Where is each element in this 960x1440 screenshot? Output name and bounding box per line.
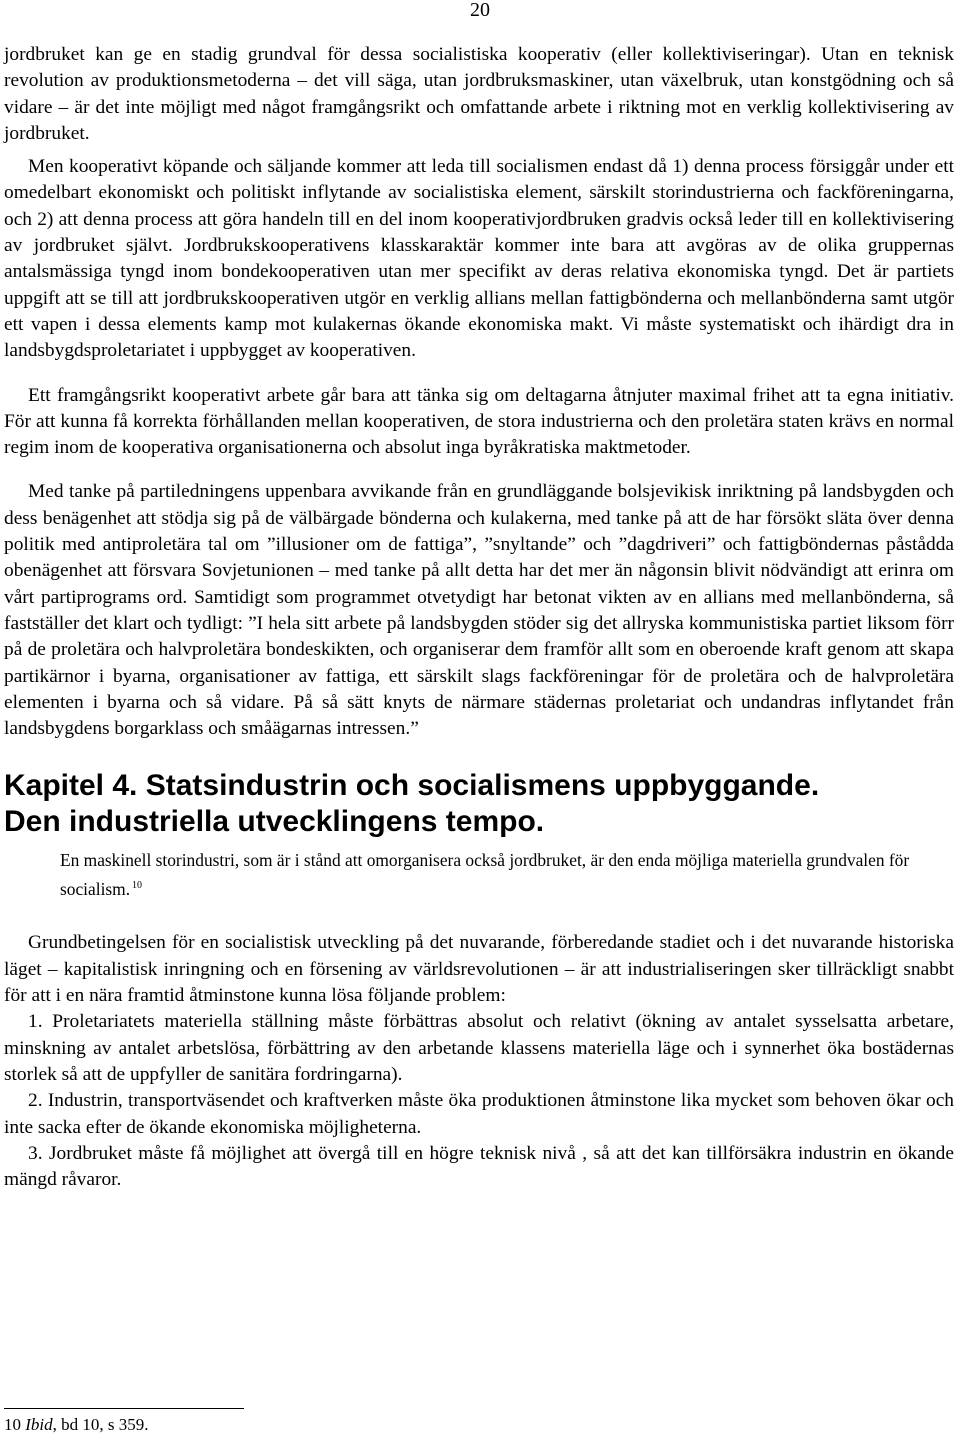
intro-paragraph: Grundbetingelsen för en socialistisk utveckling på det nuvarande, förberedande stadiet och i det nuvarande historiska läget – kapitalistisk inringning och en försening av världsrevolutionen – är att industrialiseringen sker tillräckligt snabbt för att i en nära framtid åtminstone kunna lösa följande problem:: [4, 932, 954, 1007]
footnote-divider: [4, 1408, 244, 1409]
page-number: 20: [470, 0, 490, 21]
epigraph-text: En maskinell storindustri, som är i stånd att omorganisera också jordbruket, är den enda möjliga materiella grundvalen för socialism.: [60, 850, 910, 900]
paragraph-2: Men kooperativt köpande och säljande kommer att leda till socialismen endast då 1) denna process försiggår under ett omedelbart ekonomiskt och politiskt inflytande av socialistiska element, särskilt storindustrierna och fackföreningarna, och 2) att denna process att göra handeln till en del inom kooperativjordbruken gradvis också leder till en kollektivisering av jordbruket självt. Jordbrukskooperativens klasskaraktär kommer inte bara att avgöras av de olika gruppernas antalsmässiga tyngd inom bondekooperativen utan mer specifikt av deras relativa ekonomiska tyngd. Det är partiets uppgift att se till att jordbrukskooperativen utgör en verklig allians mellan fattigbönderna och mellanbönderna samt utgör ett vapen i dessa elements kamp mot kulakernas ökande ekonomiska makt. Vi måste systematiskt och ihärdigt dra in landsbygdsproletariatet i uppbygget av kooperativen.: [4, 156, 954, 362]
footnote-ibid: Ibid: [25, 1415, 53, 1434]
list-item-1: 1. Proletariatets materiella ställning måste förbättras absolut och relativt (ökning av antalet sysselsatta arbetare, minskning av antalet arbetslösa, förbättring av den arbetande klassens materiella läge och i synnerhet öka bostädernas storlek så att de uppfyller de sanitära fordringarna).: [4, 1011, 954, 1085]
footnote-number: 10: [4, 1415, 21, 1434]
epigraph-quote: [60, 848, 954, 902]
body-text: [4, 42, 954, 1193]
list-item-2: 2. Industrin, transportväsendet och kraftverken måste öka produktionen åtminstone lika mycket som behoven ökar och inte sacka efter de ökande ekonomiska möjligheterna.: [4, 1090, 954, 1138]
footnote-reference[interactable]: 10: [132, 880, 143, 892]
list-item-3: 3. Jordbruket måste få möjlighet att övergå till en högre teknisk nivå , så att det kan tillförsäkra industrin en ökande mängd råvaror.: [4, 1142, 954, 1191]
chapter-heading-line-2: Den industriella utvecklingens tempo.: [4, 805, 545, 839]
chapter-heading: [4, 768, 954, 840]
paragraph-1: jordbruket kan ge en stadig grundval för dessa socialistiska kooperativ (eller kollektiviseringar). Utan en teknisk revolution av produktionsmetoderna – det vill säga, utan jordbruksmaskiner, utan växelbruk, utan konstgödning och så vidare – är det inte möjligt med något framgångsrikt och omfattande arbete i riktning mot en verklig kollektivisering av jordbruket.: [4, 44, 954, 144]
footnote-citation: , bd 10, s 359.: [52, 1415, 149, 1434]
chapter-heading-line-1: Kapitel 4. Statsindustrin och socialismens uppbyggande.: [4, 769, 820, 803]
paragraph-4: Med tanke på partiledningens uppenbara avvikande från en grundläggande bolsjevikisk inriktning på landsbygden och dess benägenhet att stödja sig på de välbärgade bönderna och kulakerna, med tanke på att de har försökt släta över denna politik med antiproletära tal om ”illusioner om de fattiga”, ”snyltande” och ”dagdriveri” och fattigböndernas påstådda obenägenhet att försvara Sovjetunionen – med tanke på allt detta har det mer än någonsin blivit nödvändigt att erinra om vårt partiprograms ord. Samtidigt som programmet otvetydigt har betonat vikten av en allians med mellanbönderna, så fastställer det klart och tydligt: ”I hela sitt arbete på landsbygden stöder sig det allryska kommunistiska partiet liksom förr på de proletära och halvproletära bondeskikten, och organiserar dem framför allt som en oberoende kraft genom att skapa partikärnor i byarna, organisationer av fattiga, ett särskilt slags fackföreningar för de proletära och de halvproletära elementen i byarna och så vidare. På så sätt knyts de närmare städernas proletariat och undandras inflytandet från landsbygdens borgarklass och småägarnas intressen.”: [4, 481, 954, 740]
paragraph-3: Ett framgångsrikt kooperativt arbete går bara att tänka sig om deltagarna åtnjuter maximal frihet att ta egna initiativ. För att kunna få korrekta förhållanden mellan kooperativen, de stora industrierna och den proletära staten krävs en normal regim inom de kooperativa organisationerna och absolut inga byråkratiska maktmetoder.: [4, 384, 954, 459]
footnote: [4, 1414, 149, 1436]
